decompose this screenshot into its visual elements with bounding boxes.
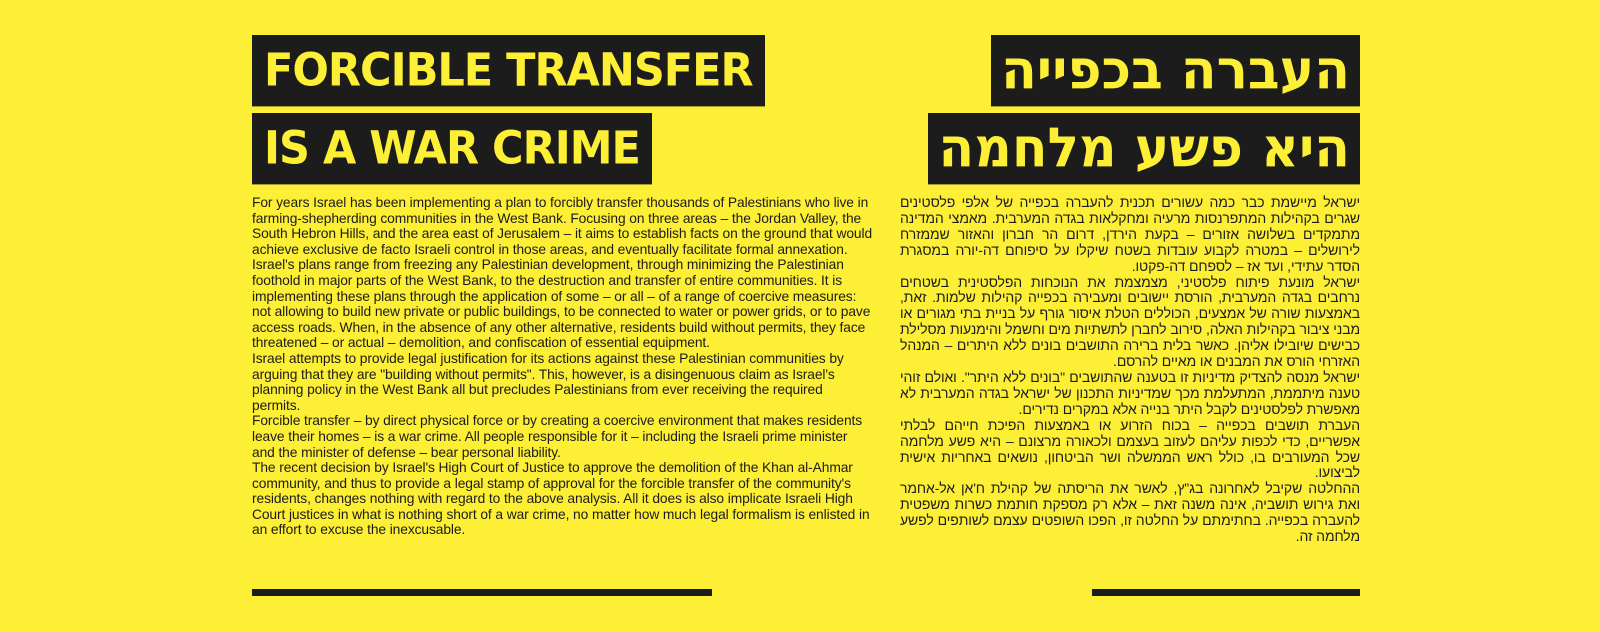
hebrew-paragraph-5: ההחלטה שקיבל לאחרונה בג"ץ, לאשר את הריסתה של קהילת ח'אן אל-אחמר ואת גירוש תושביה, אינה משנה זאת – אלא רק מספקת חותמת כשרות משפטית להעברה בכפייה. בחתימתם על החלטה זו, הפכו השופטים עצמם לשותפים לפשע מלחמה זה.: [900, 480, 1360, 545]
hebrew-headline-line-2: היא פשע מלחמה: [928, 113, 1360, 184]
english-paragraph-2: Israel's plans range from freezing any Palestinian development, through minimizing the Palestinian foothold in major parts of the West Bank, to the destruction and transfer of entire communities. It is implementing these plans through the application of some – or all – of a range of coercive measures: not allowing to build new private or public buildings, to be connected to water or power grids, or to pave access roads. When, in the absence of any other alternative, residents build without permits, they face threatened – or actual – demolition, and confiscation of essential equipment.: [252, 257, 871, 351]
english-headline-line-2: IS A WAR CRIME: [252, 113, 652, 184]
english-paragraph-3: Israel attempts to provide legal justification for its actions against these Palestinian communities by arguing that they are "building without permits". This, however, is a disingenuous claim as Israel's planning policy in the West Bank all but precludes Palestinians from ever receiving the required permits.: [252, 350, 844, 413]
hebrew-paragraph-2: ישראל מונעת פיתוח פלסטיני, מצמצמת את הנוכחות הפלסטינית בשטחים נרחבים בגדה המערבית, הורסת יישובים ומעבירה בכפייה קהילות שלמות. זאת, באמצעות שורה של אמצעים, הכוללים הטלת איסור גורף על בניית בתי מגורים או מבני ציבור בקהילות האלה, סירוב לחברן לתשתיות מים וחשמל והימנעות מסלילת כבישים שיובילו אליהן. כאשר בלית ברירה התושבים בונים ללא היתרים – המנהל האזרחי הורס את המבנים או מאיים להרסם.: [900, 273, 1360, 370]
hebrew-paragraph-4: העברת תושבים בכפייה – בכוח הזרוע או באמצעות הפיכת חייהם לבלתי אפשריים, כדי לכפות עליהם לעזוב בעצמם ולכאורה מרצונם – היא פשע מלחמה שכל המעורבים בו, כולל ראש הממשלה ושר הביטחון, נושאים באחריות אישית לביצועו.: [900, 416, 1360, 481]
hebrew-body: [900, 195, 1360, 545]
english-paragraph-4: Forcible transfer – by direct physical force or by creating a coercive environment that makes residents leave their homes – is a war crime. All people responsible for it – including the Israeli prime minister and the minister of defense – bear personal liability.: [252, 413, 863, 460]
english-headline: [252, 35, 872, 181]
english-body: [252, 195, 872, 538]
hebrew-bottom-rule: [1092, 589, 1360, 596]
english-column: [252, 35, 872, 538]
hebrew-column: [900, 35, 1360, 545]
english-headline-line-1: FORCIBLE TRANSFER: [252, 35, 765, 106]
hebrew-headline-line-1: העברה בכפייה: [991, 35, 1360, 106]
english-paragraph-5: The recent decision by Israel's High Court of Justice to approve the demolition of the Khan al-Ahmar community, and thus to provide a legal stamp of approval for the forcible transfer of the community's residents, changes nothing with regard to the above analysis. All it does is also implicate Israeli High Court justices in what is nothing short of a war crime, no matter how much legal formalism is enlisted in an effort to excuse the inexcusable.: [252, 460, 870, 538]
english-bottom-rule: [252, 589, 712, 596]
hebrew-headline: [900, 35, 1360, 181]
english-paragraph-1: For years Israel has been implementing a plan to forcibly transfer thousands of Palestinians who live in farming-shepherding communities in the West Bank. Focusing on three areas – the Jordan Valley, the South Hebron Hills, and the area east of Jerusalem – it aims to establish facts on the ground that would achieve exclusive de facto Israeli control in those areas, and eventually facilitate formal annexation.: [252, 195, 873, 257]
hebrew-paragraph-3: ישראל מנסה להצדיק מדיניות זו בטענה שהתושבים "בונים ללא היתר". ואולם זוהי טענה מיתממת, המתעלמת מכך שמדיניות התכנון של ישראל בגדה המערבית לא מאפשרת לפלסטינים לקבל היתר בנייה אלא במקרים נדירים.: [900, 368, 1360, 417]
hebrew-paragraph-1: ישראל מיישמת כבר כמה עשורים תכנית להעברה בכפייה של אלפי פלסטינים שגרים בקהילות המתפרנסות מרעיה ומחקלאות בגדה המערבית. מאמצי המדינה מתמקדים בשלושה אזורים – בקעת הירדן, דרום הר חברון והאזור שממזרח לירושלים – במטרה לקבוע עובדות בשטח שיקלו על סיפוחם דה-יורה במסגרת הסדר עתידי, ועד אז – לספחם דה-פקטו.: [900, 194, 1360, 274]
